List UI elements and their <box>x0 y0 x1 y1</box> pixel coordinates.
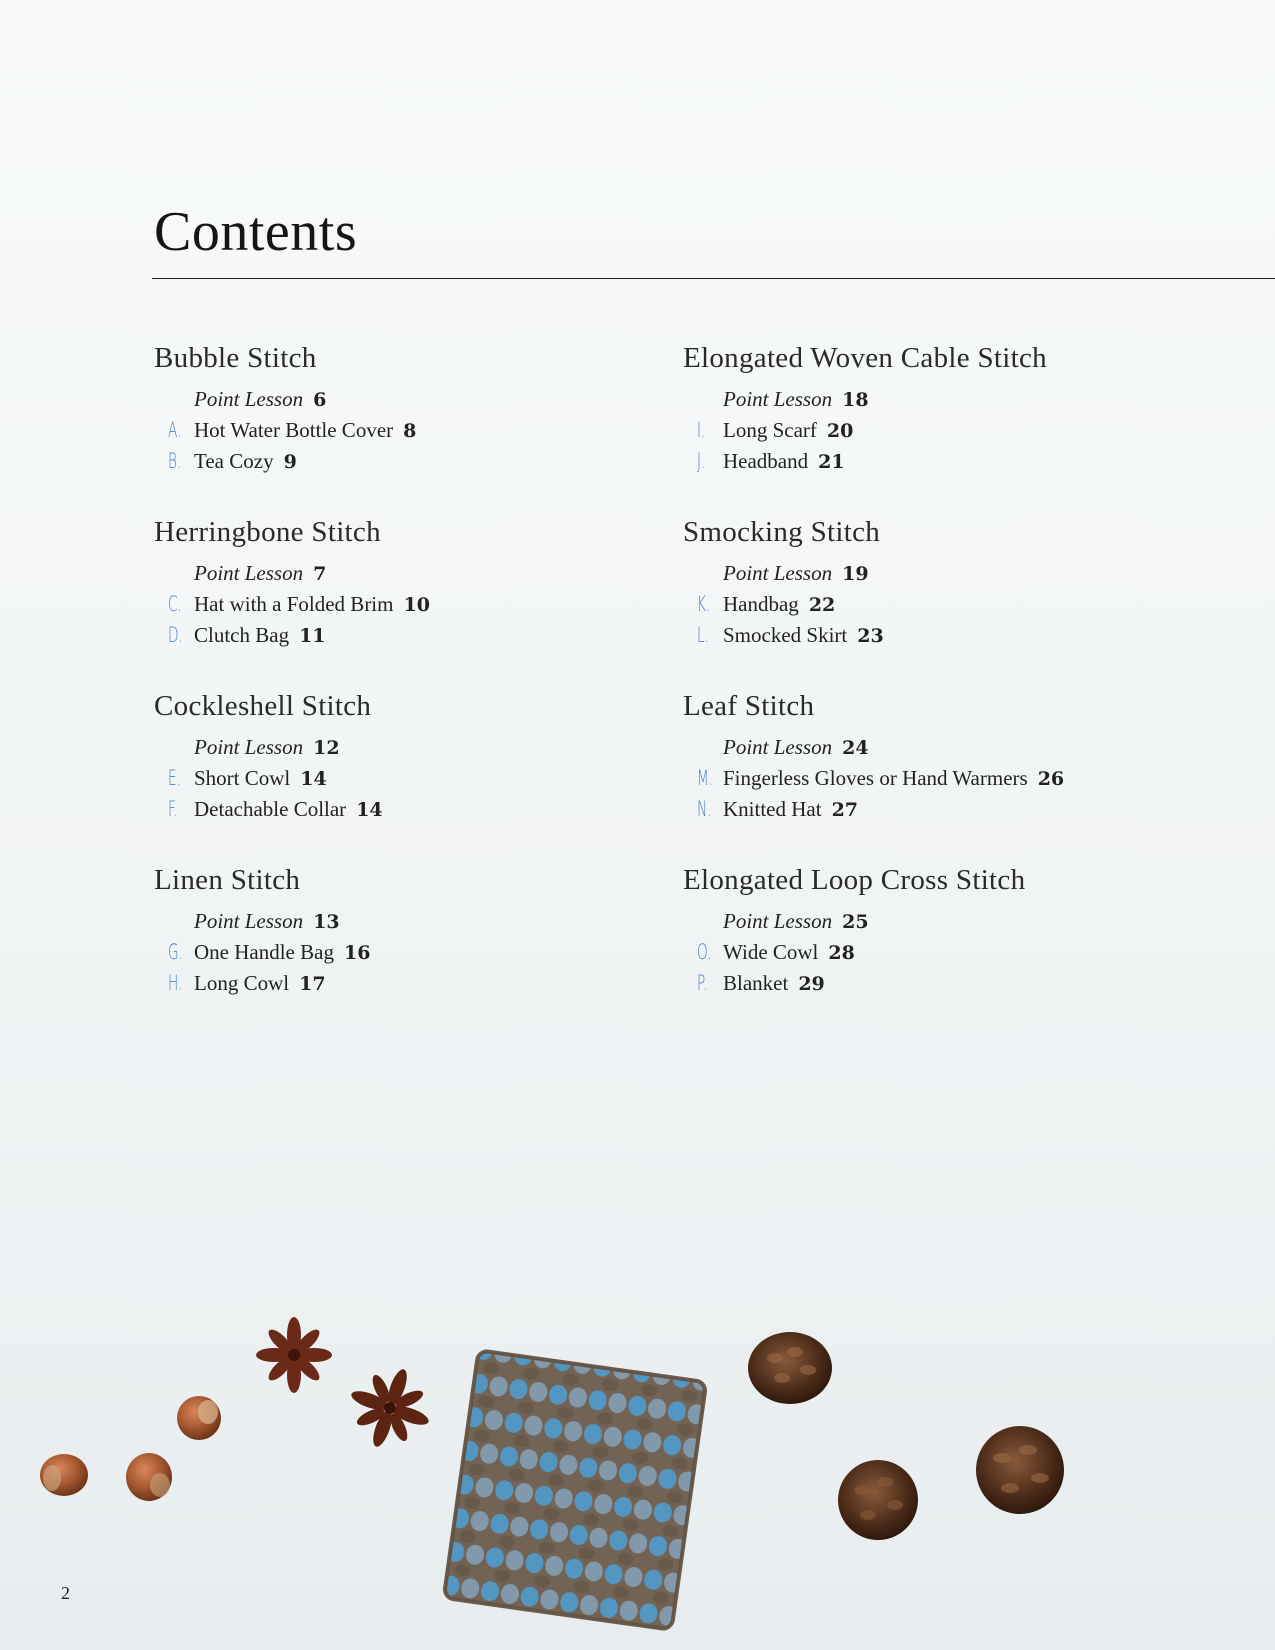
hazelnut-icon <box>126 1453 172 1501</box>
point-lesson-entry[interactable] <box>154 558 674 589</box>
point-lesson-label: Point Lesson <box>723 735 833 759</box>
project-name: Handbag <box>723 592 799 616</box>
page-ref: 8 <box>403 420 417 442</box>
star-anise-icon <box>337 1355 442 1460</box>
project-entry[interactable] <box>683 968 1203 999</box>
project-entry[interactable] <box>154 968 674 999</box>
point-lesson-label: Point Lesson <box>723 909 833 933</box>
point-lesson-label: Point Lesson <box>194 387 304 411</box>
section-smocking-stitch <box>683 512 1203 686</box>
point-lesson-label: Point Lesson <box>723 561 833 585</box>
section-title[interactable]: Linen Stitch <box>154 864 301 896</box>
project-letter: N. <box>697 797 712 821</box>
decorative-photo <box>0 1300 1275 1650</box>
page-ref: 14 <box>356 799 383 821</box>
page-ref: 21 <box>818 451 845 473</box>
page-ref: 25 <box>842 911 869 933</box>
page-ref: 12 <box>313 737 340 759</box>
section-herringbone-stitch <box>154 512 674 686</box>
hazelnut-icon <box>177 1396 221 1440</box>
point-lesson-entry[interactable] <box>154 732 674 763</box>
point-lesson-label: Point Lesson <box>194 561 304 585</box>
page-ref: 6 <box>313 389 327 411</box>
project-entry[interactable] <box>683 937 1203 968</box>
page-ref: 18 <box>842 389 869 411</box>
project-name: Long Cowl <box>194 971 290 995</box>
project-letter: D. <box>168 623 183 647</box>
page-ref: 29 <box>798 973 825 995</box>
project-entry[interactable] <box>683 794 1203 825</box>
star-anise-icon <box>256 1317 332 1393</box>
project-name: Blanket <box>723 971 789 995</box>
page-ref: 28 <box>828 942 855 964</box>
point-lesson-entry[interactable] <box>154 906 674 937</box>
section-linen-stitch <box>154 860 674 1034</box>
project-name: Smocked Skirt <box>723 623 848 647</box>
project-name: Hot Water Bottle Cover <box>194 418 394 442</box>
project-letter: K. <box>697 592 711 616</box>
page-ref: 7 <box>313 563 327 585</box>
page-ref: 9 <box>283 451 297 473</box>
section-elongated-woven-cable-stitch <box>683 338 1203 512</box>
project-letter: F. <box>168 797 179 821</box>
project-entry[interactable] <box>683 446 1203 477</box>
section-leaf-stitch <box>683 686 1203 860</box>
page-ref: 22 <box>808 594 836 616</box>
knitted-swatch <box>444 1350 707 1630</box>
project-name: One Handle Bag <box>194 940 334 964</box>
section-title[interactable]: Elongated Woven Cable Stitch <box>683 342 1047 374</box>
project-letter: A. <box>168 418 182 442</box>
project-letter: G. <box>168 940 183 964</box>
project-name: Hat with a Folded Brim <box>194 592 394 616</box>
point-lesson-label: Point Lesson <box>723 387 833 411</box>
hazelnut-icon <box>40 1454 88 1496</box>
page-ref: 19 <box>842 563 869 585</box>
page-ref: 16 <box>343 942 371 964</box>
project-entry[interactable] <box>683 415 1203 446</box>
project-name: Headband <box>723 449 809 473</box>
page-title: Contents <box>154 201 358 263</box>
point-lesson-entry[interactable] <box>683 558 1203 589</box>
project-name: Short Cowl <box>194 766 291 790</box>
point-lesson-label: Point Lesson <box>194 909 304 933</box>
project-letter: E. <box>168 766 181 790</box>
contents-right-column <box>683 338 1203 1034</box>
point-lesson-entry[interactable] <box>683 384 1203 415</box>
project-name: Wide Cowl <box>723 940 819 964</box>
page-ref: 24 <box>842 737 869 759</box>
project-name: Detachable Collar <box>194 797 347 821</box>
section-cockleshell-stitch <box>154 686 674 860</box>
page-ref: 10 <box>403 594 430 616</box>
contents-left-column <box>154 338 674 1034</box>
section-bubble-stitch <box>154 338 674 512</box>
pine-cone-icon <box>976 1426 1064 1514</box>
project-entry[interactable] <box>683 620 1203 651</box>
project-name: Fingerless Gloves or Hand Warmers <box>723 766 1028 790</box>
project-entry[interactable] <box>154 446 674 477</box>
project-letter: I. <box>697 418 706 442</box>
page-ref: 23 <box>857 625 884 647</box>
project-entry[interactable] <box>154 415 674 446</box>
point-lesson-entry[interactable] <box>154 384 674 415</box>
project-letter: M. <box>697 766 714 790</box>
pine-cone-icon <box>838 1460 918 1540</box>
project-letter: B. <box>168 449 182 473</box>
project-entry[interactable] <box>154 763 674 794</box>
page-ref: 11 <box>299 625 326 647</box>
project-entry[interactable] <box>154 937 674 968</box>
project-letter: J. <box>697 449 706 473</box>
project-name: Knitted Hat <box>723 797 822 821</box>
section-title[interactable]: Leaf Stitch <box>683 690 815 722</box>
page-number: 2 <box>61 1583 70 1603</box>
project-entry[interactable] <box>154 589 674 620</box>
project-letter: L. <box>697 623 709 647</box>
project-entry[interactable] <box>154 794 674 825</box>
project-letter: C. <box>168 592 182 616</box>
page-ref: 26 <box>1037 768 1065 790</box>
project-name: Clutch Bag <box>194 623 290 647</box>
pine-cone-icon <box>748 1332 832 1404</box>
section-title[interactable]: Cockleshell Stitch <box>154 690 372 722</box>
section-title[interactable]: Elongated Loop Cross Stitch <box>683 864 1026 896</box>
project-entry[interactable] <box>683 589 1203 620</box>
page-ref: 14 <box>300 768 327 790</box>
project-entry[interactable] <box>683 763 1203 794</box>
project-letter: O. <box>697 940 712 964</box>
section-title[interactable]: Smocking Stitch <box>683 516 881 548</box>
page-ref: 13 <box>313 911 340 933</box>
page-ref: 27 <box>831 799 859 821</box>
section-title[interactable]: Herringbone Stitch <box>154 516 381 548</box>
page-ref: 20 <box>826 420 854 442</box>
project-name: Tea Cozy <box>194 449 274 473</box>
section-title[interactable]: Bubble Stitch <box>154 342 317 374</box>
point-lesson-entry[interactable] <box>683 732 1203 763</box>
project-name: Long Scarf <box>723 418 817 442</box>
section-elongated-loop-cross-stitch <box>683 860 1203 1034</box>
project-letter: P. <box>697 971 708 995</box>
point-lesson-entry[interactable] <box>683 906 1203 937</box>
point-lesson-label: Point Lesson <box>194 735 304 759</box>
project-letter: H. <box>168 971 183 995</box>
title-divider <box>152 278 1275 279</box>
page-ref: 17 <box>299 973 326 995</box>
project-entry[interactable] <box>154 620 674 651</box>
